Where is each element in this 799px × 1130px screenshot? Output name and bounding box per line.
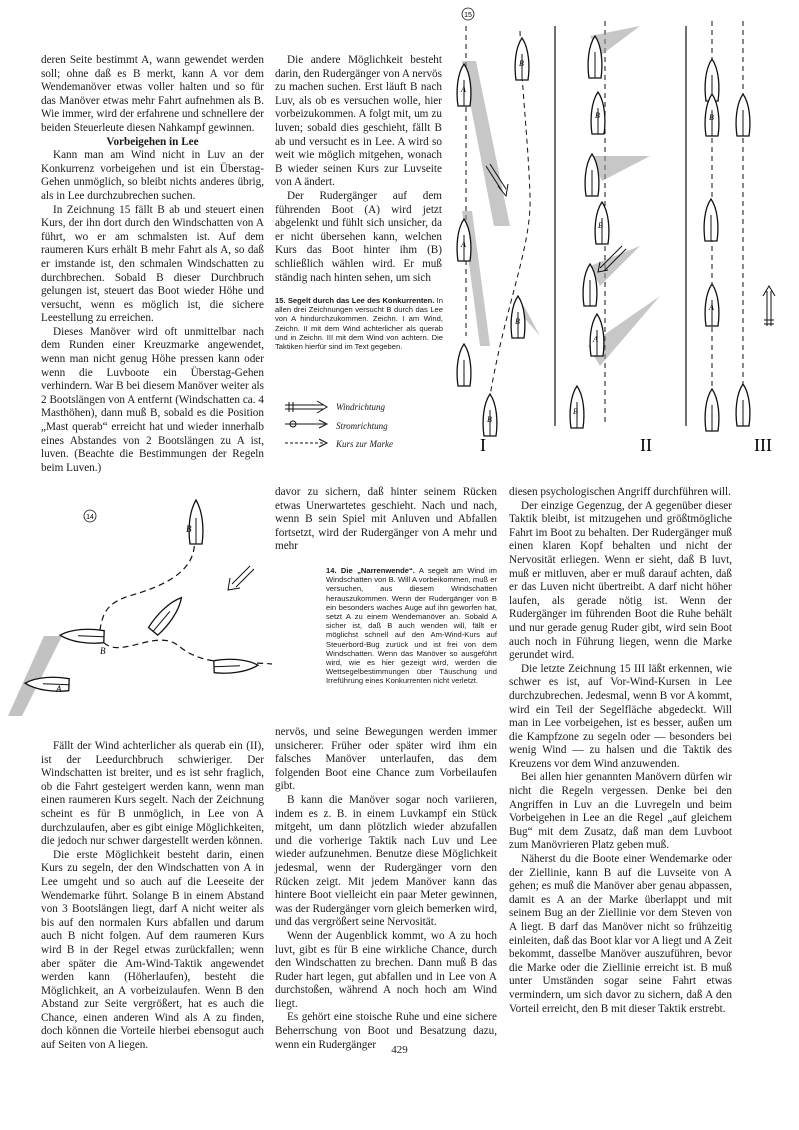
figure-15-number: 15 xyxy=(464,12,472,19)
svg-text:B: B xyxy=(709,113,714,122)
paragraph: Die erste Möglichkeit besteht darin, einen Kurs zu segeln, der den Windschatten von A in Lee umgeht und so auch auf die Leeseite der Wendemarke führt. Solange B in einem Abstand von 3 Bootslängen liegt, darf A nicht weiter als bis auf den normalen Kurs abfallen und darum auch B nicht folgen. Auf dem raumeren Kurs wird B in der Regel etwas zurückfallen; wenn aber später die Am-Wind-Taktik angewendet werden kann (Höherlaufen), besteht die Möglichkeit, an A vorbeizulaufen. Wenn B den Abstand zur Seite vergrößert, hat es auch die Chance, einen anderen Wind als A zu finden, doch können die Vorteile hierbei ebensogut auch auf Seiten von A liegen. xyxy=(41,848,264,1052)
svg-text:B: B xyxy=(100,646,106,656)
paragraph: deren Seite bestimmt A, wann gewendet werden soll; ohne daß es B merkt, kann A vor dem Wendemanöver etwas voller halten und so für das Manöver etwas mehr Fahrt aufnehmen als B. Wie immer, wird der erfahrene und schnellere der beiden Steuerleute diesen Nahkampf gewinnen. xyxy=(41,54,264,134)
paragraph: Die letzte Zeichnung 15 III läßt erkennen, wie schwer es ist, auf Vor-Wind-Kursen in Lee durchzubrechen. Jedesmal, wenn B vor A kommt, wird ein Teil der Segelfläche abgedeckt. Will man in Lee vorbeigehen, ist es besser, außen um die Kampfzone zu segeln oder — besonders bei wenig Wind — zu halsen und die Taktik des Kreuzens vor dem Wind anzuwenden. xyxy=(509,662,732,770)
paragraph: In Zeichnung 15 fällt B ab und steuert einen Kurs, der ihn dort durch den Windschatten von A führt, wo er am schmalsten ist. Auf dem raumeren Kurs erhält B mehr Fahrt als A, so daß er imstande ist, den schmalen Windschatten zu durchbrechen. Sobald B dieser Durchbruch gelungen ist, steuert das Boot wieder Höhe und versucht, wenn es möglich ist, die sichere Leestellung zu erreichen. xyxy=(41,203,264,325)
svg-text:B: B xyxy=(595,111,600,120)
svg-text:B: B xyxy=(573,407,578,416)
paragraph: Bei allen hier genannten Manövern dürfen wir nicht die Regeln vergessen. Denke bei den Angriffen in Luv an die Luvregeln und beim Vorbeigehen in Lee an die Regel „auf gleichem Bug“ mit dem Zusatz, daß man dem Luvboot zum Manövrieren Platz geben muß. xyxy=(509,771,732,852)
caption-title: 14. Die „Narrenwende“. xyxy=(326,566,415,575)
svg-text:A: A xyxy=(461,240,466,249)
figure-14-caption xyxy=(326,566,497,686)
legend-wind: Windrichtung xyxy=(336,402,385,412)
column-1-bottom xyxy=(41,740,264,1053)
paragraph: Der Rudergänger auf dem führenden Boot (A) wird jetzt abgelenkt und fühlt sich unsicher, da er nicht übersehen kann, welchen Kurs das Boot hinter ihm (B) schließlich wählen wird. Er muß ständig nach hinten sehen, um sich xyxy=(275,189,442,284)
figure-15-caption xyxy=(275,296,443,351)
paragraph: Der einzige Gegenzug, der A gegenüber dieser Taktik bleibt, ist mitzugehen und größtmögliche Fahrt im Boot zu behalten. Der Rudergänger muß einen klaren Kopf behalten und nicht der Nervosität erliegen. Wenn er sieht, daß B luvt, muß er mitluven, aber er muß darauf achten, daß er das Luven nicht übertreibt. A darf nicht höher laufen, als gerade nötig ist. Wenn der Rudergänger im führenden Boot die Ruhe behält und nur gerade genug Ruder gibt, wird sein Boot auch noch in Führung liegen, wenn die Marke gerundet wird. xyxy=(509,499,732,662)
paragraph: B kann die Manöver sogar noch variieren, indem es z. B. in einem Luvkampf ein Stück mitgeht, um dann plötzlich wieder abzufallen und die vorherige Taktik nach Luv und Lee wieder aufzunehmen. Benutze diese Möglichkeit jedesmal, wenn der Rudergänger vorn den Rücken zeigt. Mit jedem Manöver kann das hintere Boot vielleicht ein paar Meter gewinnen, was der Rudergänger vorn gleich bemerken wird, und das vergrößert seine Nervosität. xyxy=(275,793,497,929)
svg-text:B: B xyxy=(186,524,192,534)
svg-text:A: A xyxy=(461,85,466,94)
legend-current: Stromrichtung xyxy=(336,420,388,431)
legend-arrows xyxy=(283,398,343,458)
figure-14-number: 14 xyxy=(86,514,94,521)
panel-3-label: III xyxy=(754,435,772,455)
svg-text:B: B xyxy=(487,415,492,424)
svg-text:B: B xyxy=(598,221,603,230)
column-2-bottom xyxy=(275,726,497,1052)
panel-1-label: I xyxy=(480,435,486,455)
svg-text:B: B xyxy=(515,317,520,326)
panel-2-label: II xyxy=(640,435,652,455)
column-3 xyxy=(509,486,732,1016)
column-1-top xyxy=(41,54,264,475)
figure-15-drawing xyxy=(450,6,790,466)
paragraph: Kann man am Wind nicht in Luv an der Konkurrenz vorbeigehen und ist ein Überstag-Gehen unmöglich, so bleibt nichts anderes übrig, als in Lee durchzubrechen suchen. xyxy=(41,149,264,202)
caption-text: In allen drei Zeichnungen versucht B durch das Lee von A hindurchzukommen. Zeichn. I am Wind, Zeichn. II mit dem Wind achterlicher als querab und in Zeichn. III mit dem Wind von achtern. Die Taktiken hierfür sind im Text gegeben. xyxy=(275,296,443,352)
section-heading: Vorbeigehen in Lee xyxy=(106,135,199,148)
paragraph: Dieses Manöver wird oft unmittelbar nach dem Runden einer Kreuzmarke angewendet, wenn man nicht genug Höhe pressen kann oder wenn die Luvboote ein Überstag-Gehen verhindern. War B bei diesem Manöver weiter als 2 Bootslängen von A entfernt (Windschatten ca. 4 Masthöhen), dann muß B, sobald es die Position „Mast querab“ erreicht hat und wieder innerhalb eines Abstandes von 2 Bootslängen zu A ist, luven. (Beachte die Bestimmungen der Regeln beim Luven.) xyxy=(41,325,264,474)
page-number: 429 xyxy=(391,1044,408,1056)
svg-text:A: A xyxy=(593,335,598,344)
paragraph: nervös, und seine Bewegungen werden immer unsicherer. Früher oder später wird ihm ein falsches Manöver unterlaufen, das dem folgenden Boot eine Chance zum Vorbeilaufen gibt. xyxy=(275,726,497,793)
figure-14-drawing xyxy=(4,496,274,726)
paragraph: Wenn der Augenblick kommt, wo A zu hoch luvt, gibt es für B eine wirkliche Chance, durch den Windschatten zu brechen. Dann muß B das Ruder hart legen, gut abfallen und in Lee von A durchstoßen, während A noch hoch am Wind liegt. xyxy=(275,929,497,1010)
paragraph: Die andere Möglichkeit besteht darin, den Rudergänger von A nervös zu machen suchen. Erst läuft B nach Luv, als ob es versuchen wolle, hier vorbeizukommen. A folgt mit, um zu luven; sobald dies geschieht, fällt B ab und versucht es in Lee. A wird so weit wie möglich mitgehen, wonach B wieder seinen Kurs zur Luvseite von A ändert. xyxy=(275,54,442,189)
svg-text:A: A xyxy=(709,303,714,312)
svg-text:A: A xyxy=(56,684,62,694)
caption-title: 15. Segelt durch das Lee des Konkurrenten. xyxy=(275,296,435,305)
paragraph: diesen psychologischen Angriff durchführen will. xyxy=(509,486,731,498)
caption-text: A segelt am Wind im Windschatten von B. Will A vorbeikommen, muß er versuchen, aus diesem Windschatten herauszukommen. Wenn der Rudergänger von B ein besonders waches Auge auf ihn geworfen hat, setzt A zu einem Wendemanöver an. Sobald A sicher ist, daß B auch wenden will, fällt er möglichst schnell auf den Am-Wind-Kurs auf Steuerbord-Bug zurück und ist frei von dem Windschatten. Wenn das Manöver so ausgeführt wird, wie es hier gezeigt wird, werden die Wettsegelbestimmungen über Täuschung und Irreführung eines Konkurrenten nicht verletzt. xyxy=(326,566,497,686)
paragraph: Es gehört eine stoische Ruhe und eine sichere Beherrschung von Boot und Besatzung dazu, wenn ein Rudergänger xyxy=(275,1011,497,1051)
svg-text:B: B xyxy=(519,59,524,68)
column-2-middle xyxy=(275,486,497,554)
column-2-top xyxy=(275,54,442,285)
paragraph: Näherst du die Boote einer Wendemarke oder der Ziellinie, kann B auf die Luvseite von A gehen; es muß die Manöver aber genau abpassen, damit es A an der Marke überlappt und mit seinem Bug an der Ziellinie vor dem Steven von A liegt. B darf das Manöver nicht so frühzeitig einleiten, daß das Boot klar vor A liegt und A Zeit bekommt, dasselbe Manöver auszuführen, bevor die Marke oder die Ziellinie erreicht ist. B muß unter Umständen sogar seine Fahrt etwas vermindern, um sich davor zu sichern, daß A den Vorteil erreicht, den B mit dieser Taktik erstrebt. xyxy=(509,853,732,1015)
paragraph: davor zu sichern, daß hinter seinem Rücken etwas Unerwartetes geschieht. Nach und nach, wenn B sein Spiel mit Anluven und Abfallen fortsetzt, wird der Rudergänger von A mehr und mehr xyxy=(275,486,497,553)
paragraph: Fällt der Wind achterlicher als querab ein (II), ist der Leedurchbruch schwieriger. Der Windschatten ist breiter, und es ist sehr fraglich, ob die Fahrt gesteigert werden kann, wenn man einen raumeren Kurs segelt. Nach der Zeichnung scheint es für B unmöglich, in Lee von A durchzulaufen, aber es gibt einige Möglichkeiten, die jedoch nur schwer dargestellt werden können. xyxy=(41,740,264,848)
legend-course: Kurs zur Marke xyxy=(336,439,394,449)
